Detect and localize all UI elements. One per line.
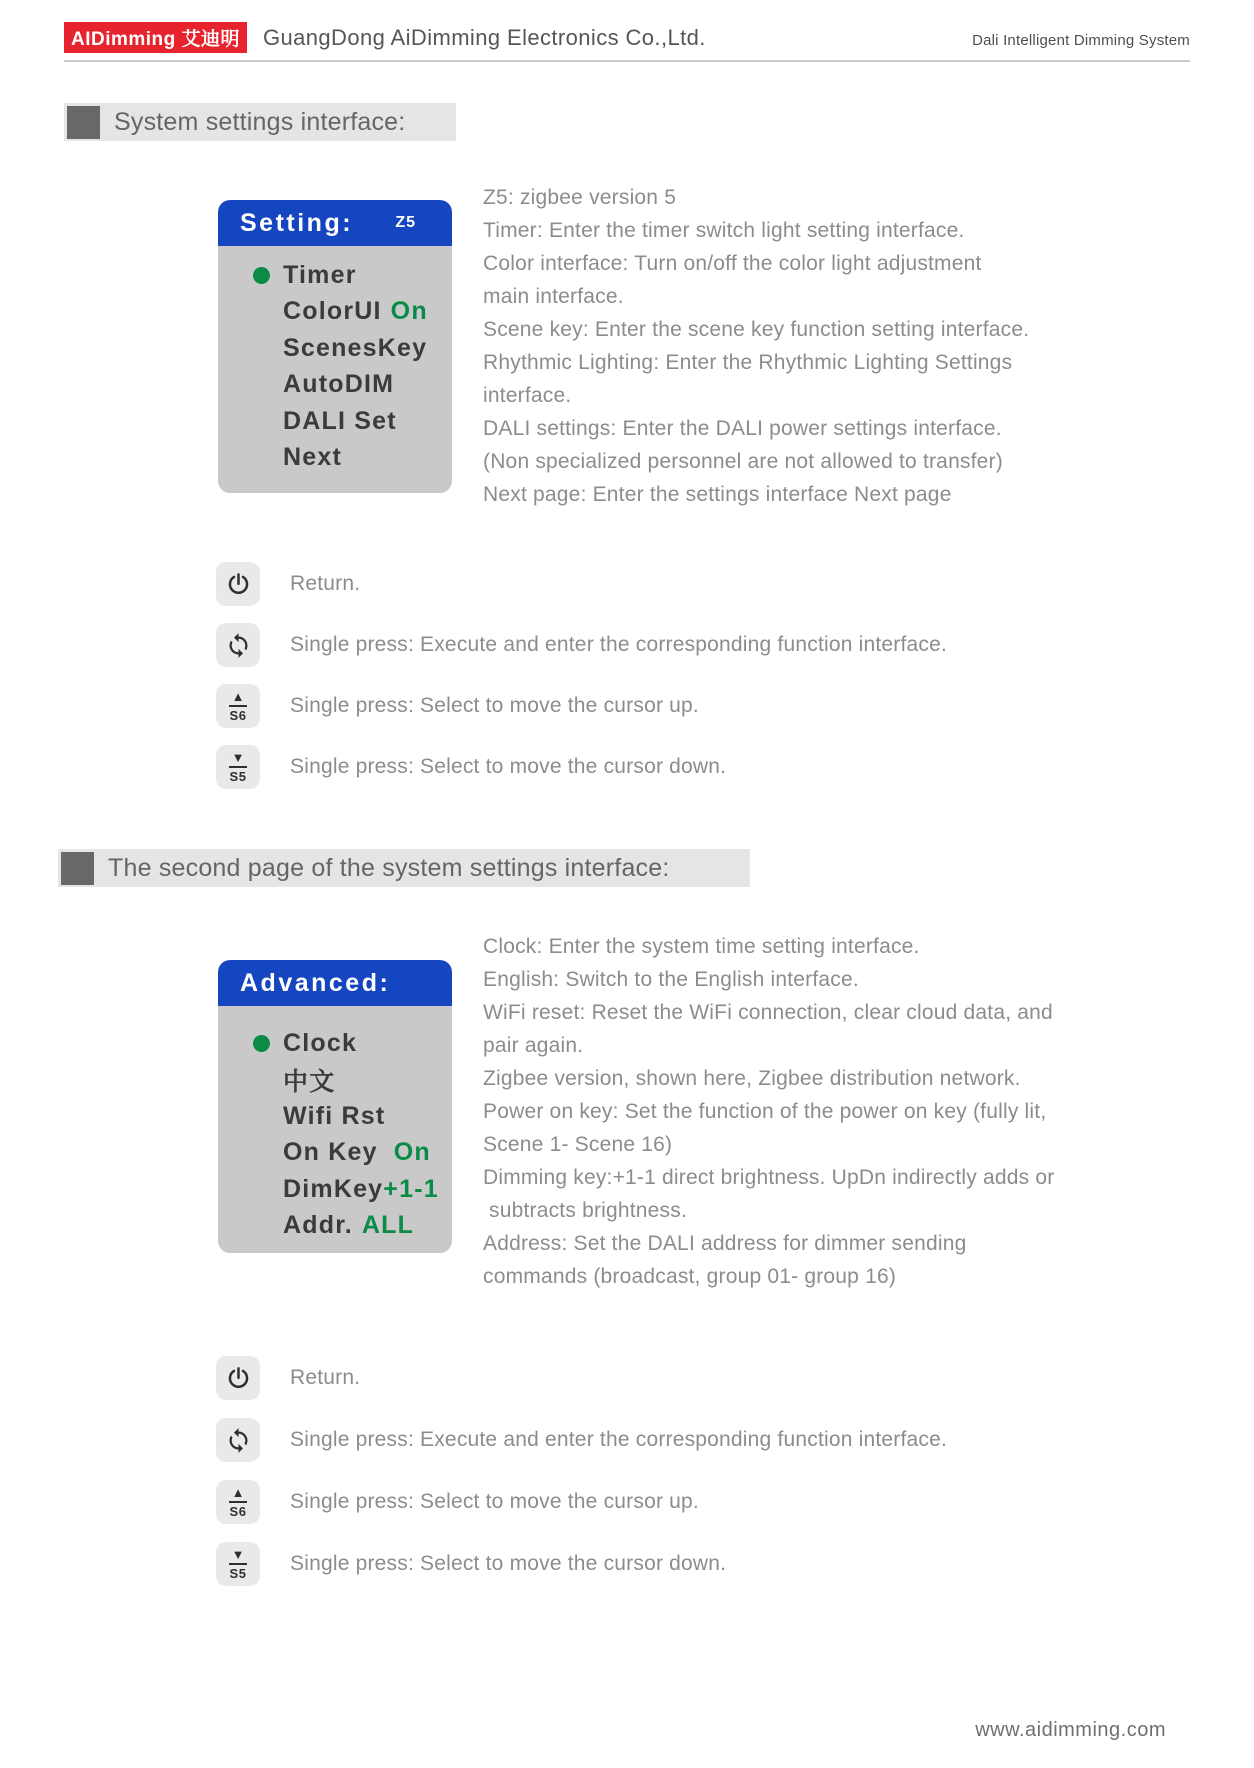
sync-key-button[interactable]: [216, 623, 260, 667]
heading-bullet-square: [67, 106, 100, 139]
menu-item-label: Addr.: [283, 1211, 353, 1240]
menu-item-label: 中文: [283, 1067, 336, 1096]
control-legend-row: [216, 1356, 947, 1400]
control-description: Single press: Select to move the cursor up.: [290, 694, 699, 717]
section-heading-2: [58, 849, 750, 887]
description-line: commands (broadcast, group 01- group 16): [483, 1265, 897, 1288]
button-legend-1: [216, 562, 947, 806]
control-description: Return.: [290, 572, 361, 595]
sync-icon: [225, 1427, 252, 1454]
power-icon: [225, 1365, 252, 1392]
website-link[interactable]: www.aidimming.com: [975, 1719, 1166, 1741]
description-line: Rhythmic Lighting: Enter the Rhythmic Lighting Settings: [483, 351, 1013, 374]
menu-item-label: On Key: [283, 1138, 378, 1167]
header-divider: [64, 60, 1190, 62]
section-heading-1: [64, 103, 456, 141]
description-line: Scene key: Enter the scene key function setting interface.: [483, 318, 1030, 341]
menu-item-label: DALI Set: [283, 406, 397, 435]
description-text-2: [483, 930, 1143, 1293]
cursor-up-key-button[interactable]: [216, 684, 260, 728]
triangle-down-icon: ▼: [231, 749, 245, 765]
menu-item[interactable]: [253, 294, 452, 331]
description-line: Timer: Enter the timer switch light setting interface.: [483, 219, 965, 242]
description-line: Address: Set the DALI address for dimmer sending: [483, 1232, 967, 1255]
menu-item[interactable]: [253, 1098, 452, 1135]
control-description: Return.: [290, 1366, 361, 1389]
menu-item[interactable]: [253, 330, 452, 367]
description-line: main interface.: [483, 285, 624, 308]
cursor-dot-icon: [253, 267, 270, 284]
description-line: Dimming key:+1-1 direct brightness. UpDn indirectly adds or: [483, 1166, 1055, 1189]
heading-bullet-square: [61, 852, 94, 885]
key-name-label: S5: [229, 766, 248, 783]
menu-item-label: Clock: [283, 1028, 358, 1057]
menu-item[interactable]: [253, 1171, 452, 1208]
cursor-dot-icon: [253, 1035, 270, 1052]
key-name-label: S5: [229, 1563, 248, 1580]
screen-title: Advanced:: [240, 968, 391, 997]
control-legend-row: [216, 1480, 947, 1524]
control-legend-row: [216, 623, 947, 667]
control-description: Single press: Execute and enter the corresponding function interface.: [290, 1428, 948, 1451]
menu-item-label: ColorUI: [283, 297, 382, 326]
control-legend-row: [216, 745, 947, 789]
menu-item[interactable]: [253, 1208, 452, 1245]
control-legend-row: [216, 1542, 947, 1586]
screen-title-bar: [218, 960, 452, 1006]
cursor-up-key-button[interactable]: [216, 1480, 260, 1524]
description-line: (Non specialized personnel are not allowed to transfer): [483, 450, 1003, 473]
menu-item[interactable]: [253, 403, 452, 440]
menu-item[interactable]: [253, 367, 452, 404]
menu-item[interactable]: [253, 1135, 452, 1172]
cursor-down-key-button[interactable]: [216, 1542, 260, 1586]
key-name-label: S6: [229, 705, 248, 722]
sync-key-button[interactable]: [216, 1418, 260, 1462]
triangle-up-icon: ▲: [231, 1484, 245, 1500]
triangle-down-icon: ▼: [231, 1546, 245, 1562]
power-icon: [225, 571, 252, 598]
lcd-screen-setting: [218, 200, 452, 493]
menu-item-label: Next: [283, 443, 342, 472]
screen-title: Setting:: [240, 208, 354, 237]
description-line: pair again.: [483, 1034, 584, 1057]
control-description: Single press: Select to move the cursor down.: [290, 1552, 727, 1575]
menu-item-label: DimKey: [283, 1174, 384, 1203]
sync-icon: [225, 632, 252, 659]
description-line: Clock: Enter the system time setting interface.: [483, 935, 920, 958]
section-heading-text: System settings interface:: [114, 107, 406, 136]
menu-item[interactable]: [253, 440, 452, 477]
screen-title-bar: [218, 200, 452, 246]
company-name: GuangDong AiDimming Electronics Co.,Ltd.: [263, 25, 706, 50]
menu-item[interactable]: [253, 257, 452, 294]
control-legend-row: [216, 562, 947, 606]
description-line: Color interface: Turn on/off the color light adjustment: [483, 252, 982, 275]
control-legend-row: [216, 684, 947, 728]
lcd-screen-advanced: [218, 960, 452, 1253]
description-line: Scene 1- Scene 16): [483, 1133, 673, 1156]
menu-item-label: AutoDIM: [283, 370, 395, 399]
menu-item-label: ScenesKey: [283, 333, 428, 362]
brand-logo: AIDimming 艾迪明: [64, 22, 247, 53]
cursor-down-icon: [229, 749, 248, 784]
description-line: interface.: [483, 384, 572, 407]
menu-item-value: ALL: [361, 1211, 415, 1240]
menu-item-value: +1-1: [383, 1174, 439, 1203]
description-line: WiFi reset: Reset the WiFi connection, clear cloud data, and: [483, 1001, 1053, 1024]
screen-menu: [218, 246, 452, 476]
description-line: Power on key: Set the function of the power on key (fully lit,: [483, 1100, 1047, 1123]
cursor-down-key-button[interactable]: [216, 745, 260, 789]
description-line: DALI settings: Enter the DALI power settings interface.: [483, 417, 1002, 440]
menu-item[interactable]: [253, 1025, 452, 1062]
control-description: Single press: Select to move the cursor up.: [290, 1490, 699, 1513]
triangle-up-icon: ▲: [231, 688, 245, 704]
menu-item-label: Wifi Rst: [283, 1101, 386, 1130]
cursor-up-icon: [229, 1484, 248, 1519]
control-description: Single press: Select to move the cursor down.: [290, 755, 727, 778]
screen-menu: [218, 1006, 452, 1244]
power-key-button[interactable]: [216, 562, 260, 606]
description-text-1: [483, 181, 1143, 511]
menu-item-value: On: [390, 297, 428, 326]
power-key-button[interactable]: [216, 1356, 260, 1400]
description-line: Z5: zigbee version 5: [483, 186, 677, 209]
key-name-label: S6: [229, 1501, 248, 1518]
cursor-down-icon: [229, 1546, 248, 1581]
button-legend-2: [216, 1356, 947, 1604]
menu-item[interactable]: [253, 1062, 452, 1099]
description-line: Next page: Enter the settings interface Next page: [483, 483, 952, 506]
menu-item-label: Timer: [283, 260, 357, 289]
product-title: Dali Intelligent Dimming System: [972, 32, 1190, 49]
control-legend-row: [216, 1418, 947, 1462]
description-line: English: Switch to the English interface.: [483, 968, 859, 991]
control-description: Single press: Execute and enter the corresponding function interface.: [290, 633, 948, 656]
cursor-up-icon: [229, 688, 248, 723]
description-line: subtracts brightness.: [483, 1199, 687, 1222]
description-line: Zigbee version, shown here, Zigbee distribution network.: [483, 1067, 1021, 1090]
menu-item-value: On: [393, 1138, 431, 1167]
zigbee-version-badge: Z5: [395, 214, 416, 231]
section-heading-text: The second page of the system settings interface:: [108, 853, 670, 882]
